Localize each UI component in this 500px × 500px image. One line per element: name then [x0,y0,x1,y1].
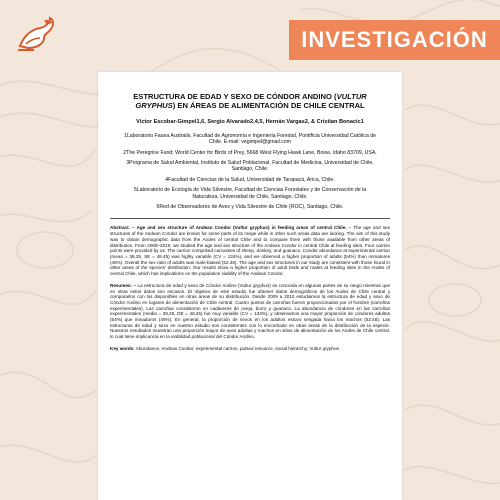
resumen [110,283,390,340]
resumen-text: La estructura de edad y sexo de Cóndor Andino (Vultur gryphus) es conocida en algunas partes de su rango mientras que en otras estos datos son escasos. El objetivo de este estudio fue obtener datos demográficos de los Andes de Chile central y compararlos con los disponibles en otras áreas de su distribución. Desde 2009 a 2010 estudiamos la estructura de edad y sexo de Cóndor Andino en lugares de alimentación de Chile central. Cuatro puntos de carroñas fueron proporcionados por el hombre (carroñas experimentales). Las carroñas consistieron en cadáveres de oveja, burro y guanaco. La abundancia de cóndores en las carroñas experimentales (media = 36,25, DE = 48,45) fue muy variable (CV = 134%), y observamos una mayor proporción de cóndores adultos (54%) que inmaduros (46%). En general, la proporción de sexos en los adultos estuvo sesgada hacia los machos (52:48). Las estructuras de edad y sexo en nuestro estudio son consistentes con lo encontrado en otras áreas de la distribución de la especie. Nuestros resultados muestran una proporción mayor de aves adultas y machos en sitios de alimentación de los Andes de Chile central, lo cual tiene implicancia en la viabilidad poblacional del Cóndor Andino. [110,282,390,340]
affiliation-2: 2The Peregrine Fund; World Center for Birds of Prey, 5668 West Flying Hawk Lane, Boise, Idaho 83709, USA. [123,149,377,156]
abstract-text: – The age and sex structures of the Andean Condor are known for some parts of its range while in other such areas data are lacking. The aim of this study was to obtain demographic data from the Andes of central Chile and to compare them with those available from other areas of distribution. From 2009–2010, we studied the age and sex structure of the Andean Condor in central Chile at feeding sites. Four carrion points were provided by us. The carrion comprised carcasses of sheep, donkey, and guanaco. Condor abundance at experimental carrion (mean = 36.25, SE = 48.45) was highly variable (CV = 134%), and we observed a higher proportion of adults (54%) than immatures (46%). Overall the sex ratio of adults was male-biased (52:48). The age and sex structures in our study are consistent with those found in other areas of the species' distribution. Our results show a higher proportion of adult birds and males at feeding sites in the Andes of central Chile, which has implications on the population viability of the Andean Condor. [110,225,390,277]
affiliation-4: 4Facultad de Ciencias de la Salud, Universidad de Tarapacá, Arica, Chile. [165,176,335,183]
article-authors: Víctor Escobar-Gimpel1,6, Sergio Alvarado2,4,5, Hernán Vargas2, & Cristian Bonacic1 [136,118,364,125]
title-part-1: ESTRUCTURA DE EDAD Y SEXO DE CÓNDOR ANDINO ( [133,92,337,101]
affiliation-6: 6Red de Observadores de Aves y Vida Silvestre de Chile (ROC), Santiago, Chile. [156,204,344,211]
affiliation-1: 1Laboratorio Fauna Australis, Facultad de Agronomía e Ingeniería Forestal, Pontificia Universidad Católica de Chile. E-mail: vegimpel@gmail.com [123,132,377,146]
title-part-2: ) EN ÁREAS DE ALIMENTACIÓN DE CHILE CENTRAL [172,101,365,111]
keywords-text: Abundance, Andean Condor, experimental carrion, pulsed resource, social hierarchy, Vultur gryphus. [135,345,341,351]
affiliation-3: 3Programa de Salud Ambiental, Instituto de Salud Poblacional, Facultad de Medicina, Universidad de Chile, Santiago, Chile. [126,160,374,173]
article-title [114,92,386,111]
section-banner [289,20,500,60]
title-species: VULTUR GRYPHUS [135,92,367,111]
affiliation-5: 5Laboratorio de Ecología de Vida Silvestre, Facultad de Ciencias Forestales y de Conservación de la Naturaleza, Universidad de Chile, Santiago, Chile. [133,187,367,200]
affiliations [110,133,390,211]
abstract-heading: Abstract. – Age and sex structure of Andean Condor (Vultur gryphus) in feeding areas of central Chile. [110,225,347,231]
banner-label: INVESTIGACIÓN [301,27,488,52]
article-page [98,72,402,500]
divider [110,218,390,219]
keywords-heading: Key words: [110,345,135,351]
resumen-heading: Resumen. – [110,282,137,288]
abstract [110,225,390,276]
keywords [110,346,390,352]
condor-bird-icon [14,10,58,54]
